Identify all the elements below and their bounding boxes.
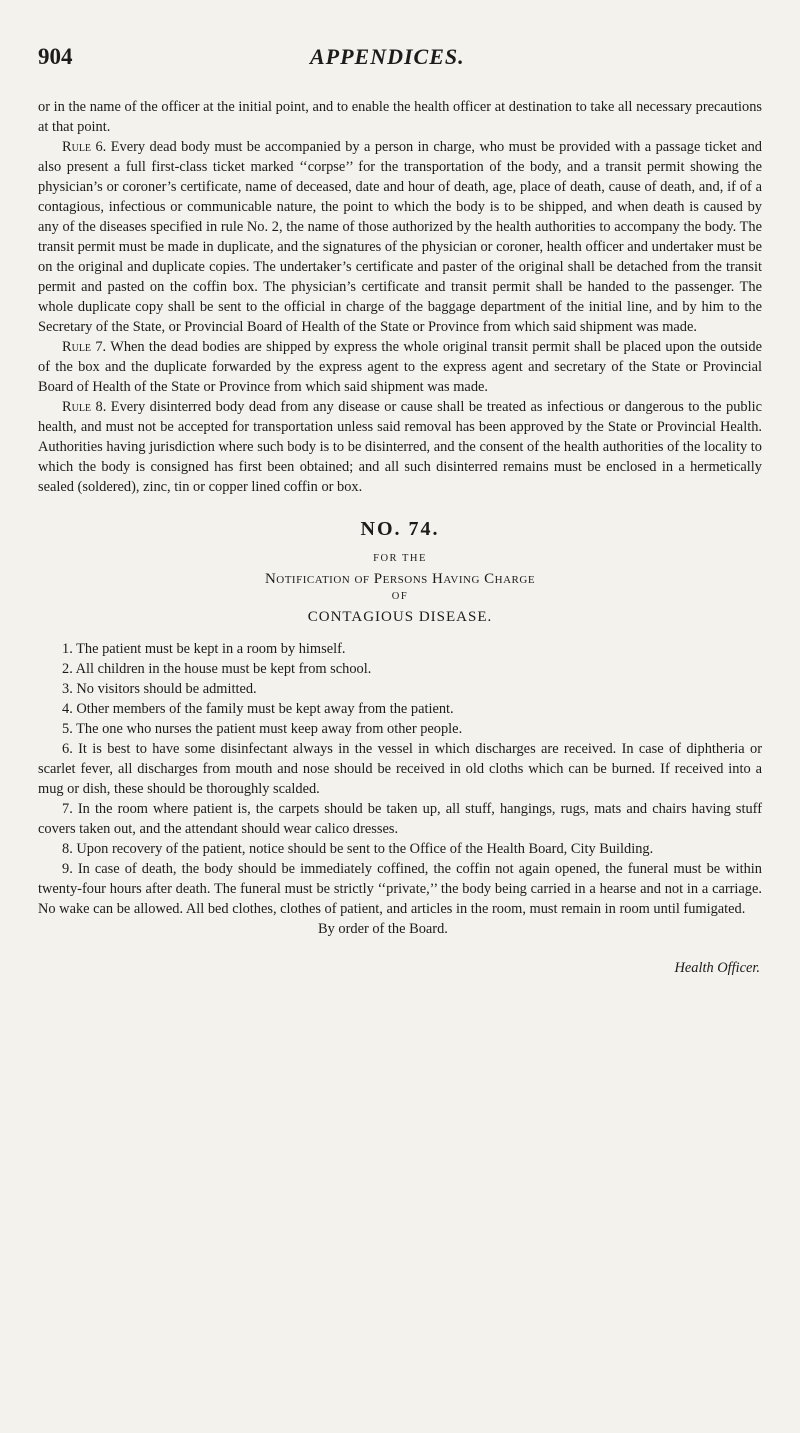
notice-of: OF: [391, 591, 409, 602]
rule-7-paragraph: Rule 7. When the dead bodies are shipped by express the whole original transit permit shall be placed upon the outside of the box and the duplicate forwarded by the express agent to the express agent and secretary of the State or Provincial Board of Health of the State or Province from which said shipment was made.: [38, 339, 762, 395]
notice-subtitle: Notification of Persons Having Charge: [264, 571, 536, 587]
notice-heading: [38, 516, 762, 627]
notice-disease: CONTAGIOUS DISEASE.: [307, 609, 493, 625]
list-item: 2. All children in the house must be kept from school.: [62, 661, 372, 677]
page-number: 904: [38, 44, 73, 69]
notice-items: [38, 639, 762, 939]
list-item: 4. Other members of the family must be kept away from the patient.: [62, 701, 454, 717]
paragraph-continuation: or in the name of the officer at the initial point, and to enable the health officer at destination to take all necessary precautions at that point.: [38, 99, 762, 135]
rule-label: Rule 8.: [62, 399, 107, 415]
running-title: APPENDICES.: [310, 44, 465, 69]
list-item: 6. It is best to have some disinfectant always in the vessel in which discharges are received. In case of diphtheria or scarlet fever, all discharges from mouth and nose should be received in old cloths which can be burned. If received into a mug or dish, these should be thoroughly scalded.: [38, 741, 762, 797]
list-item: 9. In case of death, the body should be immediately coffined, the coffin not again opened, the funeral must be within twenty-four hours after death. The funeral must be strictly ‘‘private,’’ the body being carried in a hearse and not in a carriage. No wake can be allowed. All bed clothes, clothes of patient, and articles in the room, must remain in room until fumigated.: [38, 861, 762, 917]
list-item: 8. Upon recovery of the patient, notice should be sent to the Office of the Health Board, City Building.: [62, 841, 654, 857]
list-item: 7. In the room where patient is, the carpets should be taken up, all stuff, hangings, rugs, mats and chairs having stuff covers taken out, and the attendant should wear calico dresses.: [38, 801, 762, 837]
rule-label: Rule 6.: [62, 139, 107, 155]
notice-number: NO. 74.: [360, 518, 440, 540]
notice-for-the: FOR THE: [373, 553, 427, 564]
rules-text: [38, 97, 762, 497]
rule-label: Rule 7.: [62, 339, 107, 355]
list-item: 1. The patient must be kept in a room by himself.: [62, 641, 346, 657]
list-item: 3. No visitors should be admitted.: [62, 681, 257, 697]
signature: Health Officer.: [674, 960, 760, 976]
order-line: By order of the Board.: [318, 921, 448, 937]
rule-8-paragraph: Rule 8. Every disinterred body dead from any disease or cause shall be treated as infectious or dangerous to the public health, and must not be accepted for transportation unless said removal has been approved by the State or Provincial Health. Authorities having jurisdiction where such body is to be disinterred, and the consent of the health authorities of the locality to which the body is consigned has first been obtained; and all such disinterred remains must be enclosed in a hermetically sealed (soldered), zinc, tin or copper lined coffin or box.: [38, 399, 762, 495]
rule-6-paragraph: Rule 6. Every dead body must be accompanied by a person in charge, who must be provided with a passage ticket and also present a full first-class ticket marked ‘‘corpse’’ for the transportation of the body, and a transit permit showing the physician’s or coroner’s certificate, name of deceased, date and hour of death, age, place of death, cause of death, and, if of a contagious, infectious or communicable nature, the point to which the body is to be shipped, and when death is caused by any of the diseases specified in rule No. 2, the name of those authorized by the health authorities to accompany the body. The transit permit must be made in duplicate, and the signatures of the physician or coroner, health officer and undertaker must be on the original and duplicate copies. The undertaker’s certificate and paster of the original shall be detached from the transit permit and pasted on the coffin box. The physician’s certificate and transit permit shall be handed to the passenger. The whole duplicate copy shall be sent to the official in charge of the baggage department of the initial line, and by him to the Secretary of the State, or Provincial Board of Health of the State or Province from which said shipment was made.: [38, 139, 762, 335]
page-header: [38, 44, 762, 84]
list-item: 5. The one who nurses the patient must keep away from other people.: [62, 721, 463, 737]
